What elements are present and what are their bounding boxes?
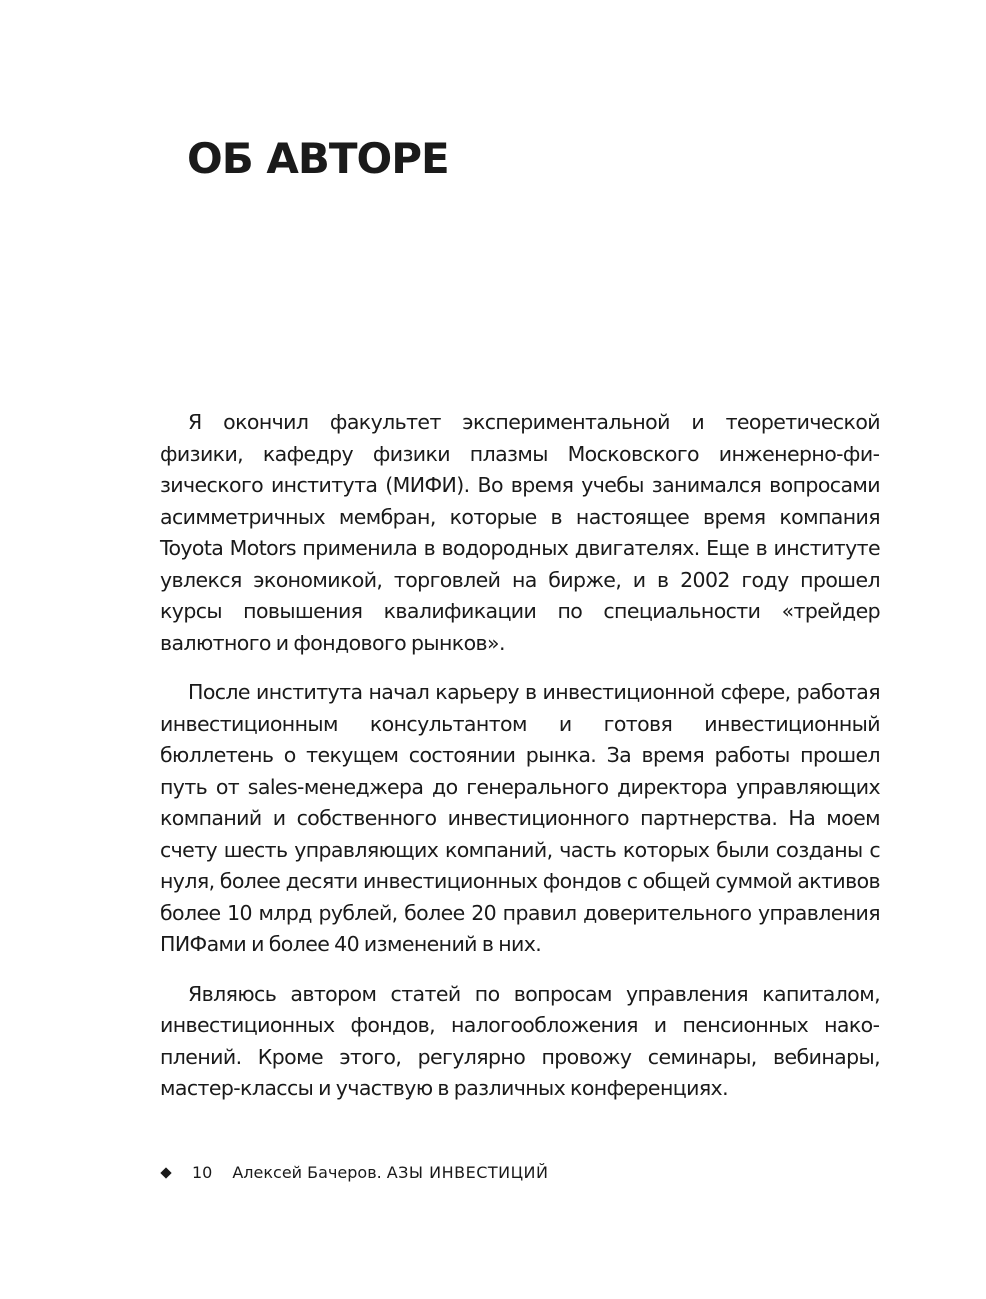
paragraph-3: Являюсь автором статей по вопросам управления капиталом, инвестиционных фондов, налогообложения и пенсионных накоплений. Кроме этого, регулярно провожу семинары, вебинары, мастер-классы и участвую в различных конференциях. bbox=[160, 981, 880, 1100]
paragraph-1: Я окончил факультет экспериментальной и теоретической физики, кафедру физики плазмы Московского инженерно-физического института (МИФИ). Во время учебы занимался вопросами асимметричных мембран, которые в настоящее время компания Toyota Motors применила в водородных двигателях. Еще в институте увлекся экономикой, торговлей на бирже, и в 2002 году прошел курсы повышения квалификации по специальности «трейдер валютного и фондового рынков». bbox=[160, 410, 880, 655]
chapter-title: ОБ АВТОРЕ bbox=[187, 134, 449, 183]
body-text bbox=[160, 407, 880, 1123]
page-footer bbox=[160, 1163, 548, 1182]
footer-author: Алексей Бачеров. bbox=[232, 1163, 382, 1182]
diamond-bullet-icon bbox=[160, 1167, 171, 1178]
paragraph-2: После института начал карьеру в инвестиционной сфере, работая инвестиционным консультантом и готовя инвестиционный бюллетень о текущем состоянии рынка. За время работы прошел путь от sales-менеджера до генерального директора управляющих компаний и собственного инвестиционного партнерства. На моем счету шесть управляющих компаний, часть которых были созданы с нуля, более десяти инвестиционных фондов с общей суммой активов более 10 млрд рублей, более 20 правил доверительного управления ПИФами и более 40 изменений в них. bbox=[160, 680, 880, 956]
footer-book-title: АЗЫ ИНВЕСТИЦИЙ bbox=[386, 1163, 549, 1182]
page-number: 10 bbox=[192, 1163, 213, 1182]
